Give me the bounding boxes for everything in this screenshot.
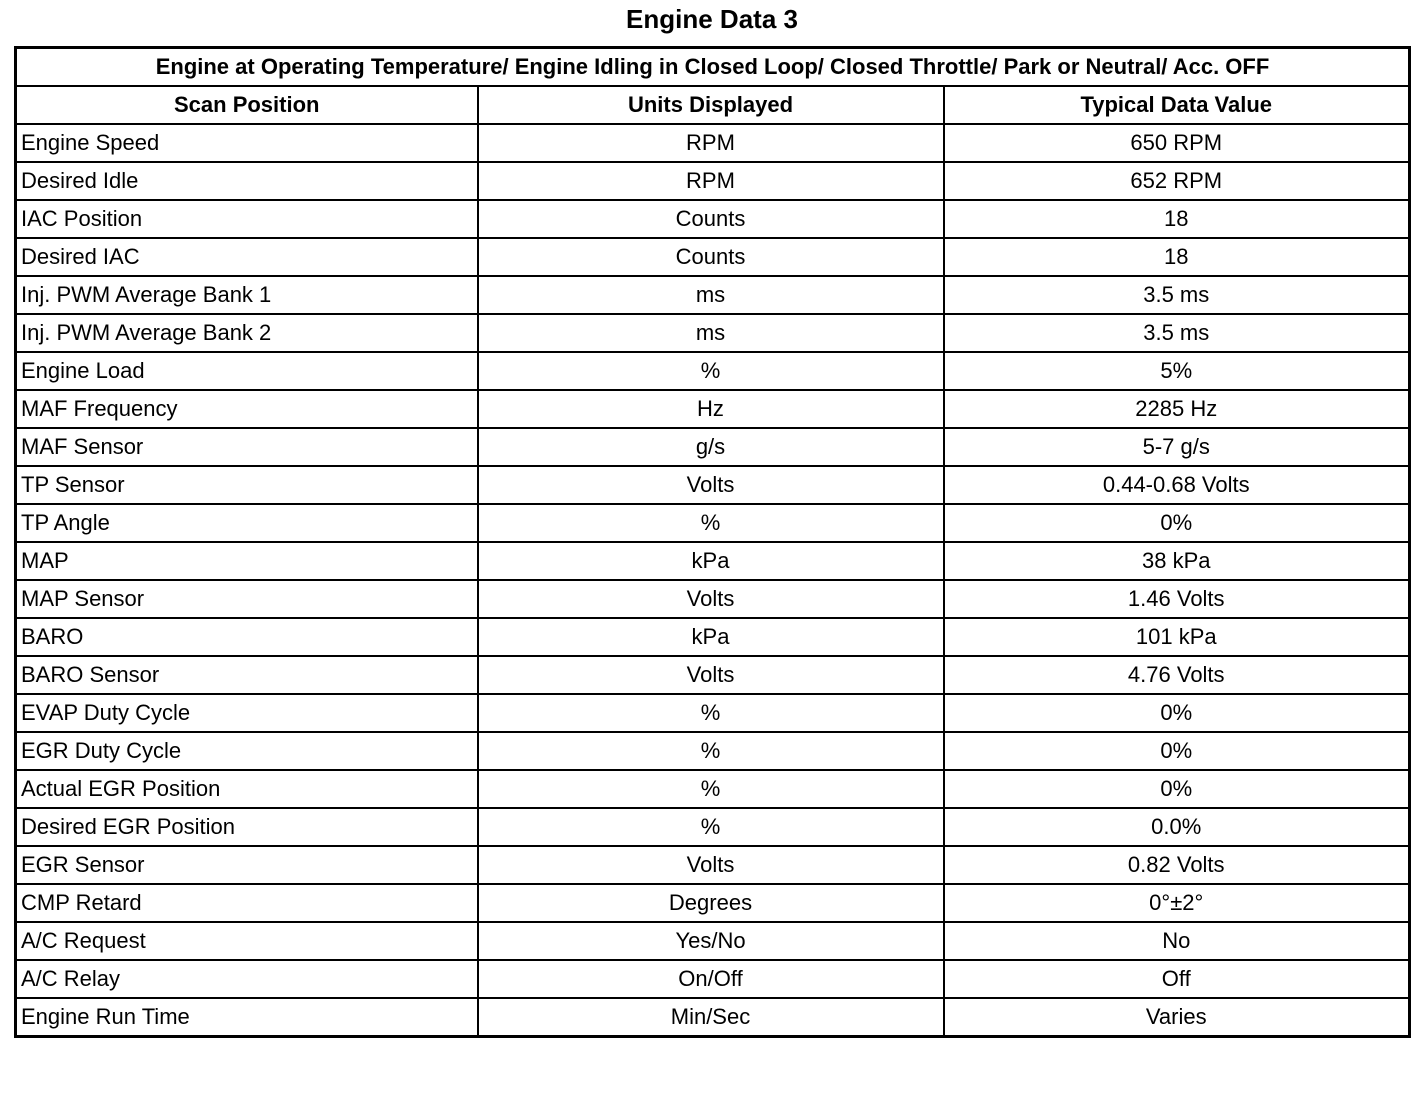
table-row [16, 162, 1410, 200]
units-cell: kPa [478, 618, 944, 656]
typical-value-cell: 0% [944, 732, 1410, 770]
table-row [16, 694, 1410, 732]
table-row [16, 352, 1410, 390]
scan-position-cell: Actual EGR Position [16, 770, 478, 808]
table-row [16, 200, 1410, 238]
scan-position-cell: MAP Sensor [16, 580, 478, 618]
typical-value-cell: 101 kPa [944, 618, 1410, 656]
typical-value-cell: 2285 Hz [944, 390, 1410, 428]
table-row [16, 314, 1410, 352]
scan-position-cell: BARO [16, 618, 478, 656]
column-header-scan-position: Scan Position [16, 86, 478, 124]
units-cell: ms [478, 314, 944, 352]
scan-position-cell: IAC Position [16, 200, 478, 238]
units-cell: Hz [478, 390, 944, 428]
units-cell: % [478, 732, 944, 770]
typical-value-cell: 0.0% [944, 808, 1410, 846]
units-cell: % [478, 504, 944, 542]
scan-position-cell: CMP Retard [16, 884, 478, 922]
typical-value-cell: 0.44-0.68 Volts [944, 466, 1410, 504]
typical-value-cell: 5-7 g/s [944, 428, 1410, 466]
table-row [16, 998, 1410, 1037]
units-cell: Counts [478, 238, 944, 276]
typical-value-cell: 18 [944, 238, 1410, 276]
scan-position-cell: A/C Relay [16, 960, 478, 998]
page-title: Engine Data 3 [626, 4, 798, 34]
table-row [16, 770, 1410, 808]
table-row [16, 922, 1410, 960]
units-cell: % [478, 694, 944, 732]
typical-value-cell: 0% [944, 694, 1410, 732]
typical-value-cell: No [944, 922, 1410, 960]
table-row [16, 542, 1410, 580]
scan-position-cell: EVAP Duty Cycle [16, 694, 478, 732]
scan-position-cell: MAF Frequency [16, 390, 478, 428]
typical-value-cell: 0°±2° [944, 884, 1410, 922]
typical-value-cell: 0% [944, 770, 1410, 808]
units-cell: On/Off [478, 960, 944, 998]
typical-value-cell: Varies [944, 998, 1410, 1037]
scan-position-cell: MAP [16, 542, 478, 580]
scan-position-cell: Engine Speed [16, 124, 478, 162]
scan-position-cell: BARO Sensor [16, 656, 478, 694]
units-cell: Volts [478, 846, 944, 884]
table-row [16, 618, 1410, 656]
scan-position-cell: A/C Request [16, 922, 478, 960]
units-cell: Counts [478, 200, 944, 238]
typical-value-cell: 0.82 Volts [944, 846, 1410, 884]
typical-value-cell: 1.46 Volts [944, 580, 1410, 618]
column-header-row [16, 86, 1410, 124]
typical-value-cell: Off [944, 960, 1410, 998]
units-cell: RPM [478, 124, 944, 162]
table-row [16, 428, 1410, 466]
units-cell: ms [478, 276, 944, 314]
units-cell: Volts [478, 580, 944, 618]
table-row [16, 238, 1410, 276]
scan-position-cell: EGR Sensor [16, 846, 478, 884]
scan-position-cell: Desired Idle [16, 162, 478, 200]
scan-position-cell: TP Sensor [16, 466, 478, 504]
table-row [16, 846, 1410, 884]
table-row [16, 276, 1410, 314]
table-row [16, 504, 1410, 542]
condition-header: Engine at Operating Temperature/ Engine Idling in Closed Loop/ Closed Throttle/ Park or Neutral/ Acc. OFF [16, 48, 1410, 87]
condition-row [16, 48, 1410, 87]
column-header-units-displayed: Units Displayed [478, 86, 944, 124]
typical-value-cell: 18 [944, 200, 1410, 238]
typical-value-cell: 650 RPM [944, 124, 1410, 162]
column-header-typical-data-value: Typical Data Value [944, 86, 1410, 124]
typical-value-cell: 0% [944, 504, 1410, 542]
scan-position-cell: Engine Run Time [16, 998, 478, 1037]
typical-value-cell: 38 kPa [944, 542, 1410, 580]
units-cell: % [478, 352, 944, 390]
scan-position-cell: Inj. PWM Average Bank 1 [16, 276, 478, 314]
scan-position-cell: EGR Duty Cycle [16, 732, 478, 770]
scan-position-cell: Engine Load [16, 352, 478, 390]
units-cell: Min/Sec [478, 998, 944, 1037]
typical-value-cell: 4.76 Volts [944, 656, 1410, 694]
table-row [16, 884, 1410, 922]
table-row [16, 732, 1410, 770]
scan-position-cell: Inj. PWM Average Bank 2 [16, 314, 478, 352]
scan-position-cell: MAF Sensor [16, 428, 478, 466]
typical-value-cell: 3.5 ms [944, 314, 1410, 352]
units-cell: RPM [478, 162, 944, 200]
units-cell: Yes/No [478, 922, 944, 960]
units-cell: % [478, 770, 944, 808]
table-row [16, 580, 1410, 618]
units-cell: Degrees [478, 884, 944, 922]
typical-value-cell: 652 RPM [944, 162, 1410, 200]
table-row [16, 390, 1410, 428]
table-row [16, 960, 1410, 998]
typical-value-cell: 3.5 ms [944, 276, 1410, 314]
units-cell: g/s [478, 428, 944, 466]
units-cell: Volts [478, 466, 944, 504]
units-cell: kPa [478, 542, 944, 580]
table-row [16, 808, 1410, 846]
table-row [16, 124, 1410, 162]
scan-position-cell: Desired IAC [16, 238, 478, 276]
units-cell: % [478, 808, 944, 846]
scan-position-cell: Desired EGR Position [16, 808, 478, 846]
table-row [16, 466, 1410, 504]
engine-data-table [14, 46, 1411, 1038]
units-cell: Volts [478, 656, 944, 694]
typical-value-cell: 5% [944, 352, 1410, 390]
table-row [16, 656, 1410, 694]
scan-position-cell: TP Angle [16, 504, 478, 542]
